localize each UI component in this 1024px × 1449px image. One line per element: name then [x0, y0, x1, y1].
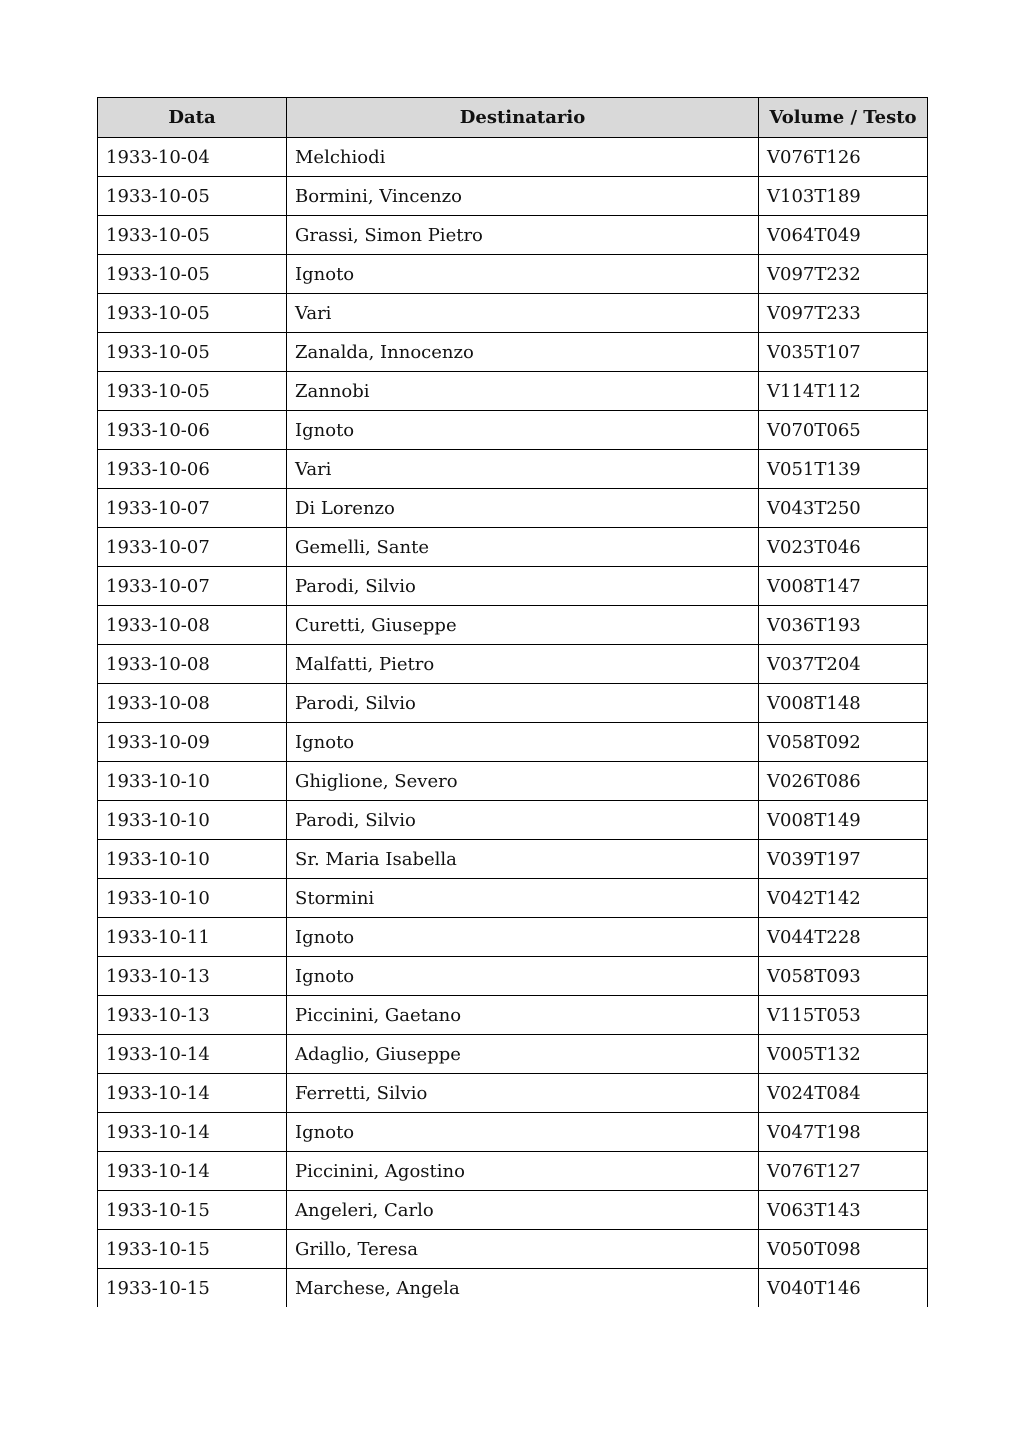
cell-date: 1933-10-05 [98, 216, 287, 255]
table-row [98, 255, 928, 294]
cell-volume-testo: V114T112 [759, 372, 928, 411]
cell-date: 1933-10-15 [98, 1230, 287, 1269]
table-row [98, 138, 928, 177]
cell-date: 1933-10-13 [98, 996, 287, 1035]
cell-date: 1933-10-14 [98, 1113, 287, 1152]
cell-volume-testo: V042T142 [759, 879, 928, 918]
cell-volume-testo: V035T107 [759, 333, 928, 372]
table-row [98, 684, 928, 723]
cell-volume-testo: V037T204 [759, 645, 928, 684]
cell-volume-testo: V047T198 [759, 1113, 928, 1152]
table-row [98, 879, 928, 918]
cell-destinatario: Piccinini, Agostino [287, 1152, 759, 1191]
table-row [98, 1035, 928, 1074]
cell-date: 1933-10-08 [98, 684, 287, 723]
cell-volume-testo: V070T065 [759, 411, 928, 450]
table-row [98, 840, 928, 879]
column-header-data: Data [98, 98, 287, 138]
cell-destinatario: Parodi, Silvio [287, 684, 759, 723]
table-row [98, 372, 928, 411]
cell-volume-testo: V008T147 [759, 567, 928, 606]
cell-volume-testo: V040T146 [759, 1269, 928, 1308]
cell-date: 1933-10-11 [98, 918, 287, 957]
cell-destinatario: Curetti, Giuseppe [287, 606, 759, 645]
cell-date: 1933-10-06 [98, 450, 287, 489]
cell-volume-testo: V008T148 [759, 684, 928, 723]
cell-volume-testo: V097T233 [759, 294, 928, 333]
cell-date: 1933-10-14 [98, 1152, 287, 1191]
cell-date: 1933-10-13 [98, 957, 287, 996]
cell-date: 1933-10-14 [98, 1035, 287, 1074]
cell-volume-testo: V076T127 [759, 1152, 928, 1191]
cell-date: 1933-10-09 [98, 723, 287, 762]
cell-destinatario: Zanalda, Innocenzo [287, 333, 759, 372]
cell-volume-testo: V023T046 [759, 528, 928, 567]
cell-volume-testo: V076T126 [759, 138, 928, 177]
cell-volume-testo: V050T098 [759, 1230, 928, 1269]
table-row [98, 645, 928, 684]
cell-date: 1933-10-10 [98, 762, 287, 801]
cell-destinatario: Zannobi [287, 372, 759, 411]
cell-destinatario: Parodi, Silvio [287, 801, 759, 840]
table-row [98, 1191, 928, 1230]
cell-volume-testo: V115T053 [759, 996, 928, 1035]
cell-destinatario: Vari [287, 450, 759, 489]
cell-destinatario: Grassi, Simon Pietro [287, 216, 759, 255]
table-row [98, 1230, 928, 1269]
cell-volume-testo: V058T092 [759, 723, 928, 762]
table-row [98, 996, 928, 1035]
cell-date: 1933-10-06 [98, 411, 287, 450]
cell-volume-testo: V036T193 [759, 606, 928, 645]
cell-volume-testo: V026T086 [759, 762, 928, 801]
cell-destinatario: Ignoto [287, 918, 759, 957]
table-row [98, 606, 928, 645]
table-row [98, 489, 928, 528]
cell-volume-testo: V024T084 [759, 1074, 928, 1113]
cell-date: 1933-10-07 [98, 489, 287, 528]
table-row [98, 1074, 928, 1113]
cell-date: 1933-10-15 [98, 1191, 287, 1230]
cell-date: 1933-10-10 [98, 879, 287, 918]
cell-volume-testo: V051T139 [759, 450, 928, 489]
cell-date: 1933-10-08 [98, 645, 287, 684]
cell-volume-testo: V064T049 [759, 216, 928, 255]
cell-date: 1933-10-04 [98, 138, 287, 177]
cell-date: 1933-10-05 [98, 177, 287, 216]
cell-date: 1933-10-10 [98, 840, 287, 879]
cell-volume-testo: V058T093 [759, 957, 928, 996]
cell-destinatario: Ignoto [287, 411, 759, 450]
table-header-row [98, 98, 928, 138]
letters-register-table [97, 97, 928, 1307]
table-row [98, 723, 928, 762]
table-row [98, 801, 928, 840]
cell-destinatario: Malfatti, Pietro [287, 645, 759, 684]
column-header-volume-testo: Volume / Testo [759, 98, 928, 138]
cell-date: 1933-10-15 [98, 1269, 287, 1308]
table-row [98, 762, 928, 801]
table-row [98, 177, 928, 216]
table-row [98, 294, 928, 333]
cell-destinatario: Bormini, Vincenzo [287, 177, 759, 216]
cell-destinatario: Piccinini, Gaetano [287, 996, 759, 1035]
cell-destinatario: Angeleri, Carlo [287, 1191, 759, 1230]
cell-destinatario: Marchese, Angela [287, 1269, 759, 1308]
cell-destinatario: Ignoto [287, 1113, 759, 1152]
table-row [98, 333, 928, 372]
cell-destinatario: Ignoto [287, 957, 759, 996]
cell-date: 1933-10-05 [98, 333, 287, 372]
cell-destinatario: Sr. Maria Isabella [287, 840, 759, 879]
cell-destinatario: Vari [287, 294, 759, 333]
table-row [98, 1152, 928, 1191]
cell-destinatario: Melchiodi [287, 138, 759, 177]
cell-volume-testo: V063T143 [759, 1191, 928, 1230]
cell-date: 1933-10-08 [98, 606, 287, 645]
table-row [98, 528, 928, 567]
column-header-destinatario: Destinatario [287, 98, 759, 138]
cell-destinatario: Grillo, Teresa [287, 1230, 759, 1269]
table-row [98, 450, 928, 489]
cell-volume-testo: V043T250 [759, 489, 928, 528]
cell-volume-testo: V097T232 [759, 255, 928, 294]
cell-volume-testo: V044T228 [759, 918, 928, 957]
cell-volume-testo: V103T189 [759, 177, 928, 216]
cell-volume-testo: V005T132 [759, 1035, 928, 1074]
table-row [98, 567, 928, 606]
cell-destinatario: Ferretti, Silvio [287, 1074, 759, 1113]
cell-volume-testo: V039T197 [759, 840, 928, 879]
cell-destinatario: Ghiglione, Severo [287, 762, 759, 801]
cell-date: 1933-10-05 [98, 255, 287, 294]
cell-destinatario: Ignoto [287, 723, 759, 762]
cell-date: 1933-10-10 [98, 801, 287, 840]
cell-date: 1933-10-14 [98, 1074, 287, 1113]
cell-destinatario: Stormini [287, 879, 759, 918]
cell-destinatario: Gemelli, Sante [287, 528, 759, 567]
cell-date: 1933-10-07 [98, 528, 287, 567]
cell-date: 1933-10-05 [98, 372, 287, 411]
table-row [98, 1269, 928, 1308]
table-row [98, 918, 928, 957]
cell-destinatario: Ignoto [287, 255, 759, 294]
table-row [98, 216, 928, 255]
table-row [98, 411, 928, 450]
table-row [98, 1113, 928, 1152]
cell-destinatario: Adaglio, Giuseppe [287, 1035, 759, 1074]
cell-date: 1933-10-05 [98, 294, 287, 333]
table-body [98, 138, 928, 1308]
cell-date: 1933-10-07 [98, 567, 287, 606]
cell-volume-testo: V008T149 [759, 801, 928, 840]
cell-destinatario: Di Lorenzo [287, 489, 759, 528]
cell-destinatario: Parodi, Silvio [287, 567, 759, 606]
table-row [98, 957, 928, 996]
